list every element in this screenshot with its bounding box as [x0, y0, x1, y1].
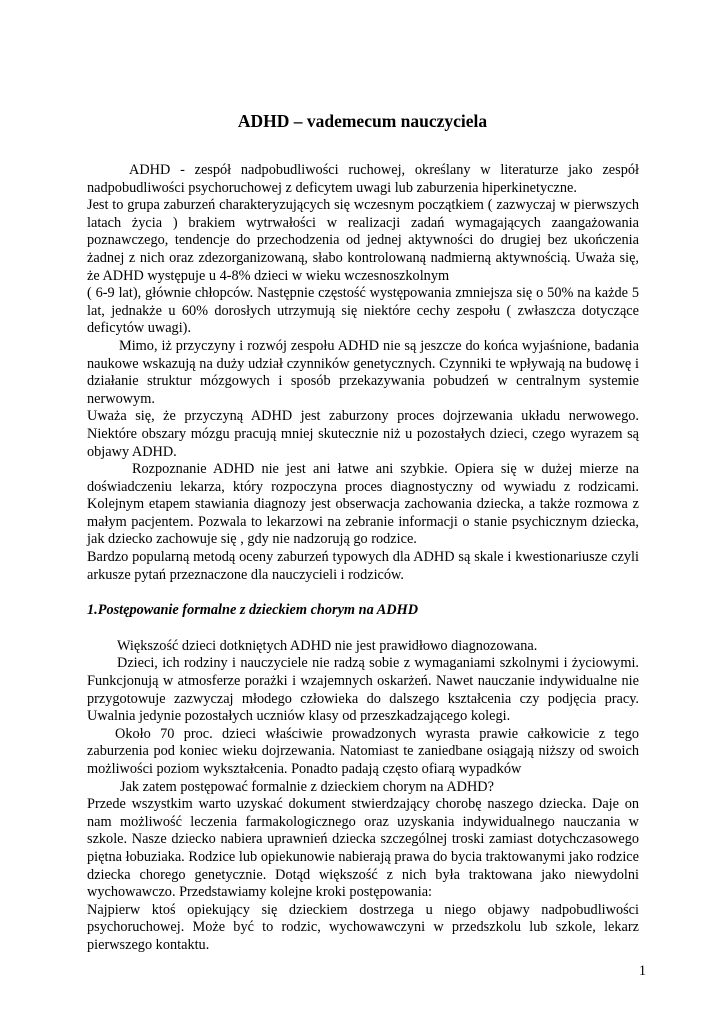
section-heading: 1.Postępowanie formalne z dzieckiem chorym na ADHD: [87, 602, 419, 619]
paragraph-maturation: Uważa się, że przyczyną ADHD jest zaburzony proces dojrzewania układu nerwowego. Niektóre obszary mózgu pracują mniej skutecznie niż u pozostałych dzieci, czego wyrazem są objawy ADHD.: [87, 408, 639, 460]
spacer: [87, 584, 639, 602]
paragraph-diagnosis: Rozpoznanie ADHD nie jest ani łatwe ani szybkie. Opiera się w dużej mierze na doświadczeniu lekarza, który rozpoczyna proces diagnostyczny od wywiadu z rodzicami. Kolejnym etapem stawiania diagnozy jest obserwacja zachowania dziecka, a także rozmowa z małym pacjentem. Pozwala to lekarzowi na zebranie informacji o stanie psychicznym dziecka, jak dziecko zachowuje się , gdy nie nadzorują go rodzice.: [87, 461, 639, 548]
paragraph-documentation: Przede wszystkim warto uzyskać dokument stwierdzający chorobę naszego dziecka. Daje on nam możliwość leczenia farmakologicznego oraz uzyskania indywidualnego nauczania w szkole. Nasze dziecko nabiera uprawnień dziecka szczególnej troski zamiast dotychczasowego piętna łobuziaka. Rodzice lub opiekunowie nabierają prawa do bycia traktowanymi jako rodzice dziecka chorego genetycznie. Dotąd większość z nich była traktowana jako niewydolni wychowawczo. Przedstawiamy kolejne kroki postępowania:: [87, 796, 639, 901]
document-title: ADHD – vademecum nauczyciela: [237, 111, 488, 131]
paragraph-disorder-group: Jest to grupa zaburzeń charakteryzujących się wczesnym początkiem ( zazwyczaj w pierwszych latach życia ) brakiem wytrwałości w realizacji zadań wymagających zaangażowania poznawczego, tendencje do przechodzenia od jednej aktywności do drugiej bez ukończenia żadnej z nich oraz zdezorganizowaną, słabo kontrolowaną nadmierną aktywnością. Uważa się, że ADHD występuje u 4-8% dzieci w wieku wczesnoszkolnym: [87, 197, 639, 284]
paragraph-causes: Mimo, iż przyczyny i rozwój zespołu ADHD nie są jeszcze do końca wyjaśnione, badania naukowe wskazują na duży udział czynników genetycznych. Czynniki te wpływają na budowę i działanie struktur mózgowych i sposób przekazywania pobudzeń w centralnym systemie nerwowym.: [87, 337, 639, 407]
paragraph-families: Dzieci, ich rodziny i nauczyciele nie radzą sobie z wymaganiami szkolnymi i życiowymi. Funkcjonują w atmosferze porażki i wzajemnych oskarżeń. Nawet nauczanie indywidualne nie przygotowuje zazwyczaj młodego człowieka do dalszego kształcenia czy podjęcia pracy. Uwalnia jedynie pozostałych uczniów klasy od przeszkadzającego kolegi.: [87, 655, 639, 725]
paragraph-outcomes: Około 70 proc. dzieci właściwie prowadzonych wyrasta prawie całkowicie z tego zaburzenia pod koniec wieku dojrzewania. Natomiast te zaniedbane osiągają niższy od swoich możliwości poziom wykształcenia. Ponadto padają często ofiarą wypadków: [87, 725, 639, 777]
paragraph-question: Jak zatem postępować formalnie z dzieckiem chorym na ADHD?: [120, 778, 494, 795]
page-number: 1: [638, 963, 646, 979]
spacer: [87, 620, 639, 638]
paragraph-adhd-definition: ADHD - zespół nadpobudliwości ruchowej, określany w literaturze jako zespół nadpobudliwości psychoruchowej z deficytem uwagi lub zaburzenia hiperkinetyczne.: [87, 162, 639, 196]
paragraph-misdiagnosis: Większość dzieci dotkniętych ADHD nie jest prawidłowo diagnozowana.: [117, 637, 538, 654]
paragraph-first-step: Najpierw ktoś opiekujący się dzieckiem dostrzega u niego objawy nadpobudliwości psychoruchowej. Może być to rodzic, wychowawczyni w przedszkolu lub szkole, lekarz pierwszego kontaktu.: [87, 901, 639, 953]
paragraph-prevalence: ( 6-9 lat), głównie chłopców. Następnie częstość występowania zmniejsza się o 50% na każde 5 lat, jednakże u 60% dorosłych utrzymują się niektóre cechy zespołu ( zwłaszcza dotyczące deficytów uwagi).: [87, 285, 639, 337]
document-body: [87, 162, 639, 955]
paragraph-questionnaires: Bardzo popularną metodą oceny zaburzeń typowych dla ADHD są skale i kwestionariusze czyli arkusze pytań przeznaczone dla nauczycieli i rodziców.: [87, 549, 639, 583]
